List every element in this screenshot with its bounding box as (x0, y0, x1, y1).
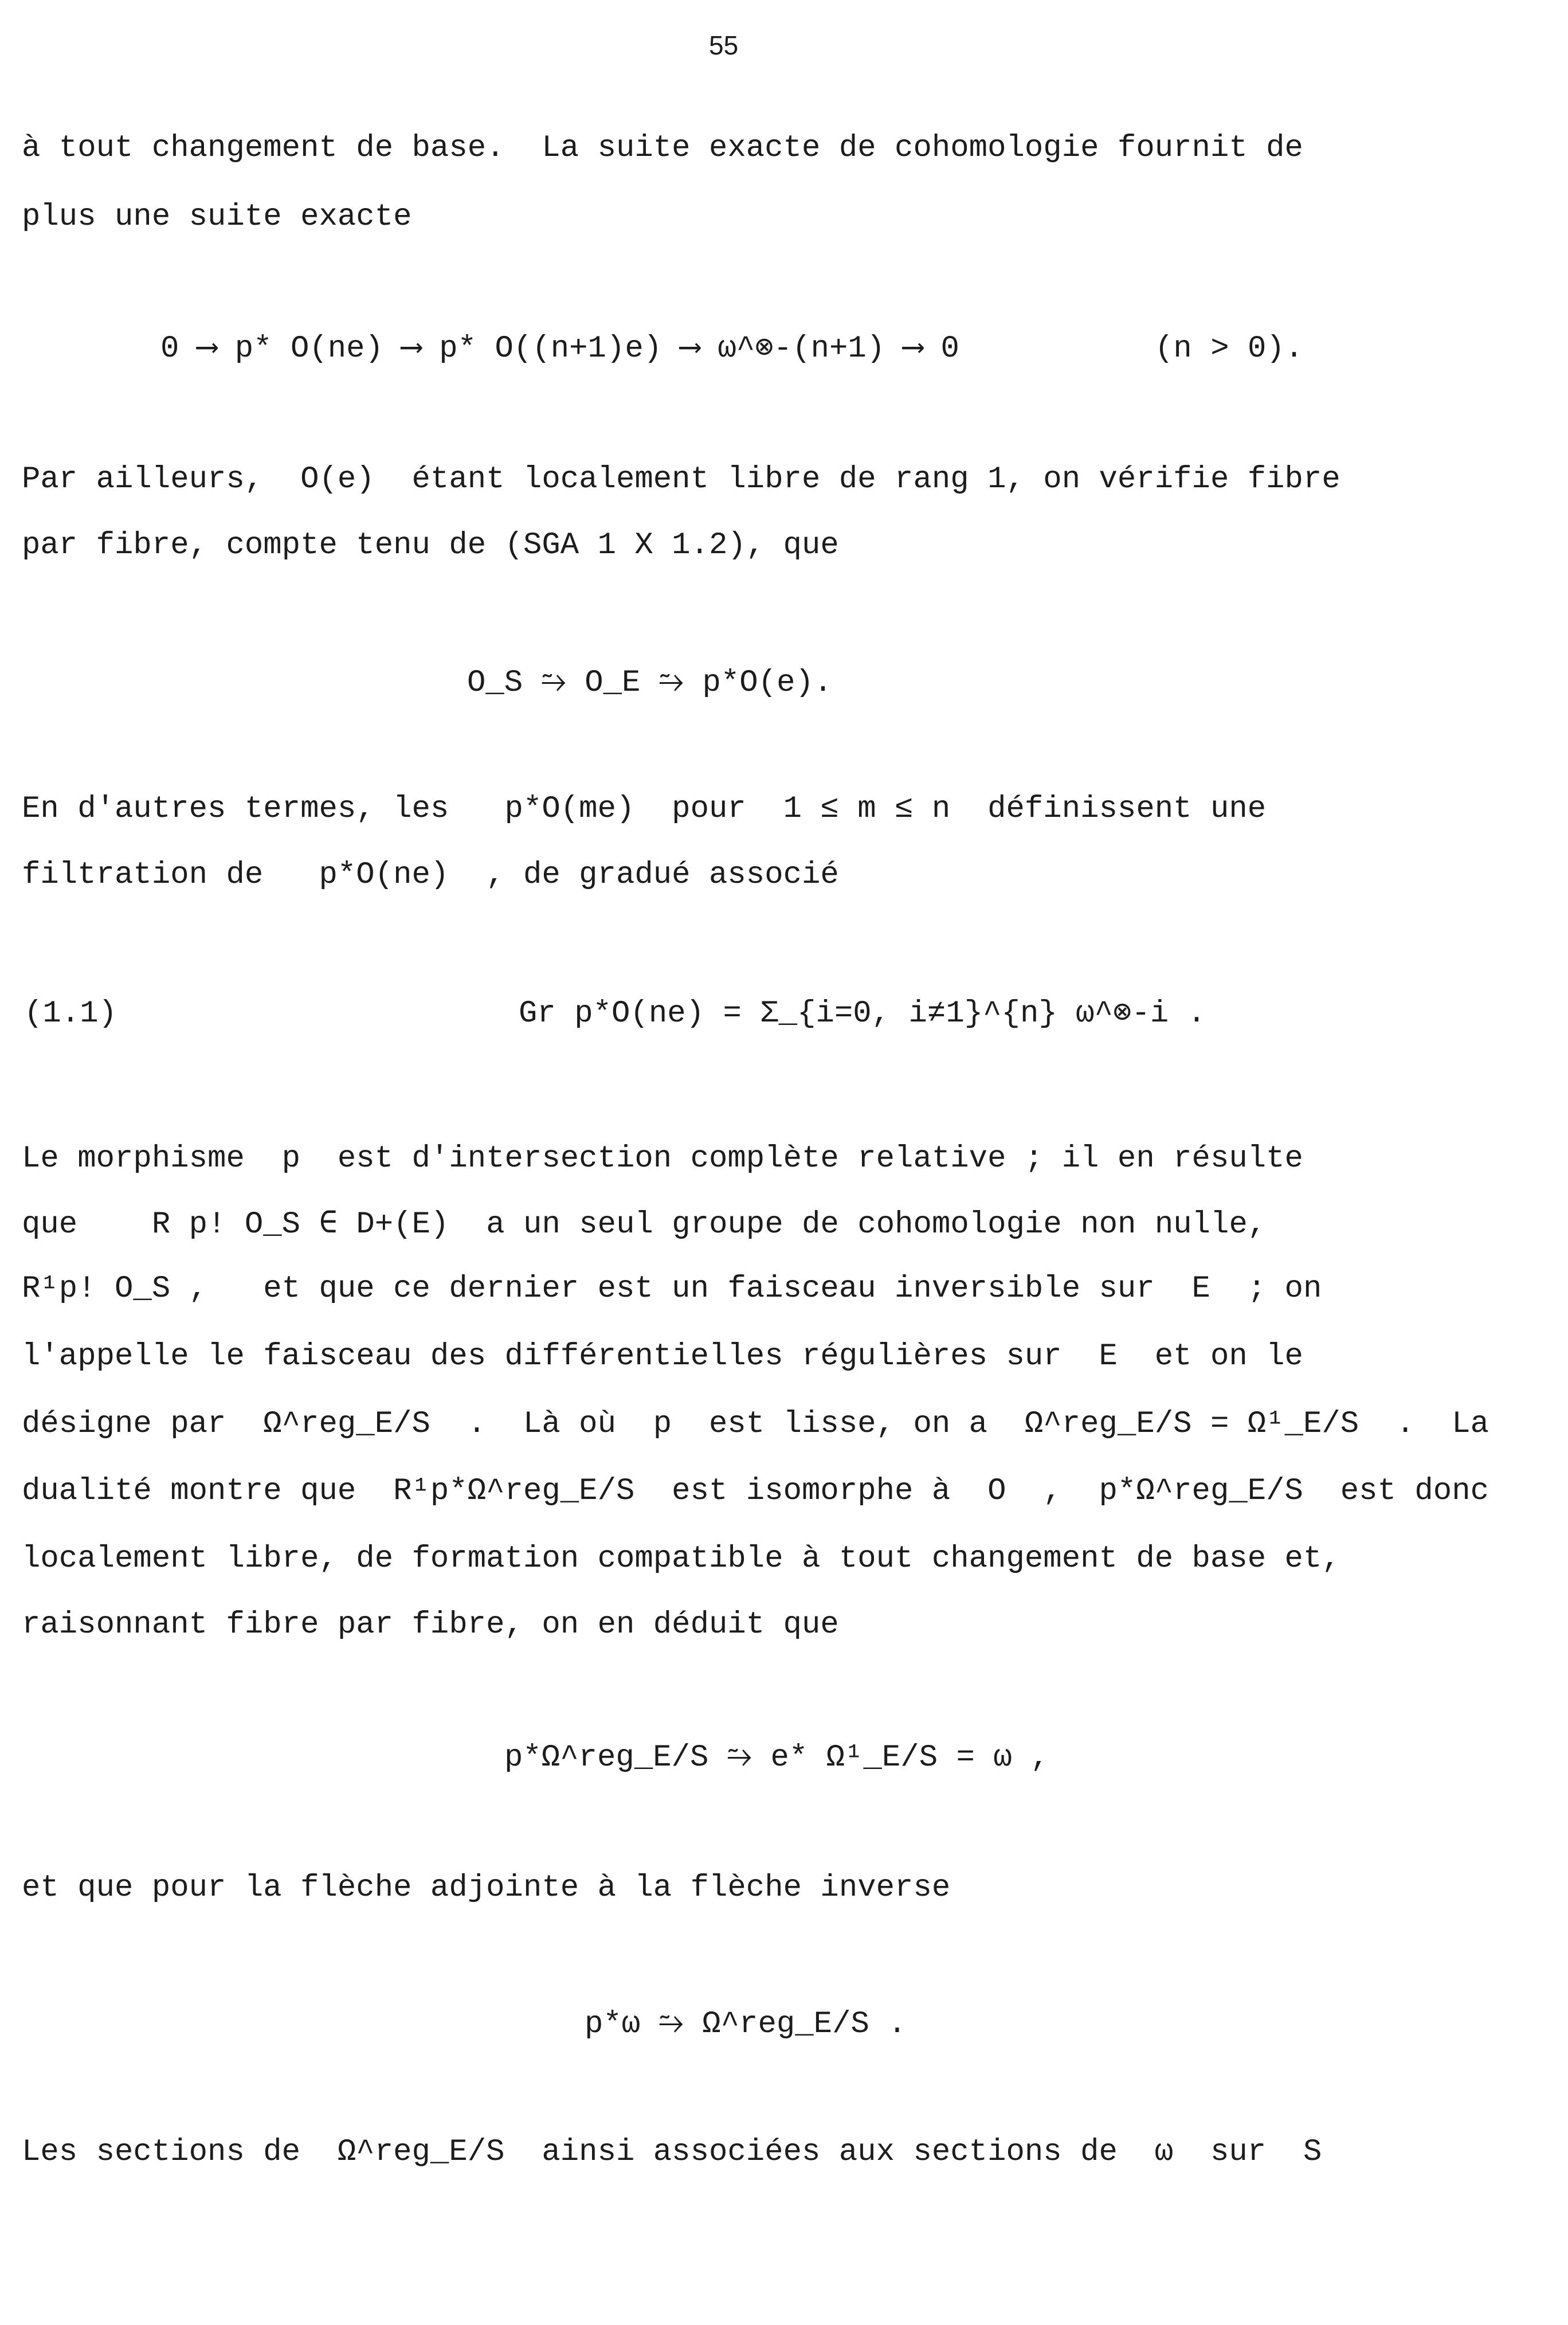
text-line: l'appelle le faisceau des différentielles régulières sur E et on le (22, 1339, 1303, 1374)
equation-graded: Gr p*O(ne) = Σ_{i=0, i≠1}^{n} ω^⊗-i . (519, 996, 1206, 1031)
text-line: filtration de p*O(ne) , de gradué associé (22, 858, 839, 893)
text-line: désigne par Ω^reg_E/S . Là où p est lisse, on a Ω^reg_E/S = Ω¹_E/S . La (22, 1407, 1489, 1442)
text-line: plus une suite exacte (22, 199, 412, 234)
equation-omega-iso: p*Ω^reg_E/S ⥲ e* Ω¹_E/S = ω , (504, 1740, 1049, 1775)
text-line: dualité montre que R¹p*Ω^reg_E/S est isomorphe à O , p*Ω^reg_E/S est donc (22, 1474, 1489, 1509)
text-line: et que pour la flèche adjointe à la flèche inverse (22, 1870, 951, 1905)
equation-condition: (n > 0). (1155, 331, 1304, 366)
equation-isomorphism: O_S ⥲ O_E ⥲ p*O(e). (467, 666, 833, 700)
text-line: que R p! O_S ∈ D+(E) a un seul groupe de cohomologie non nulle, (22, 1207, 1267, 1242)
text-line: par fibre, compte tenu de (SGA 1 X 1.2), que (22, 528, 839, 563)
text-line: à tout changement de base. La suite exacte de cohomologie fournit de (22, 131, 1303, 166)
equation-adjoint: p*ω ⥲ Ω^reg_E/S . (585, 2007, 907, 2042)
text-line: localement libre, de formation compatible à tout changement de base et, (22, 1541, 1340, 1576)
text-line: Les sections de Ω^reg_E/S ainsi associées aux sections de ω sur S (22, 2135, 1322, 2170)
text-line: R¹p! O_S , et que ce dernier est un faisceau inversible sur E ; on (22, 1271, 1322, 1306)
equation-label: (1.1) (24, 996, 117, 1031)
text-line: Par ailleurs, O(e) étant localement libre de rang 1, on vérifie fibre (22, 462, 1340, 497)
equation-exact-sequence: 0 ⟶ p* O(ne) ⟶ p* O((n+1)e) ⟶ ω^⊗-(n+1) ⟶ 0 (160, 331, 959, 366)
text-line: raisonnant fibre par fibre, on en déduit que (22, 1607, 839, 1642)
text-line: Le morphisme p est d'intersection complète relative ; il en résulte (22, 1141, 1303, 1176)
page-number: 55 (709, 30, 739, 60)
text-line: En d'autres termes, les p*O(me) pour 1 ≤ m ≤ n définissent une (22, 792, 1267, 827)
